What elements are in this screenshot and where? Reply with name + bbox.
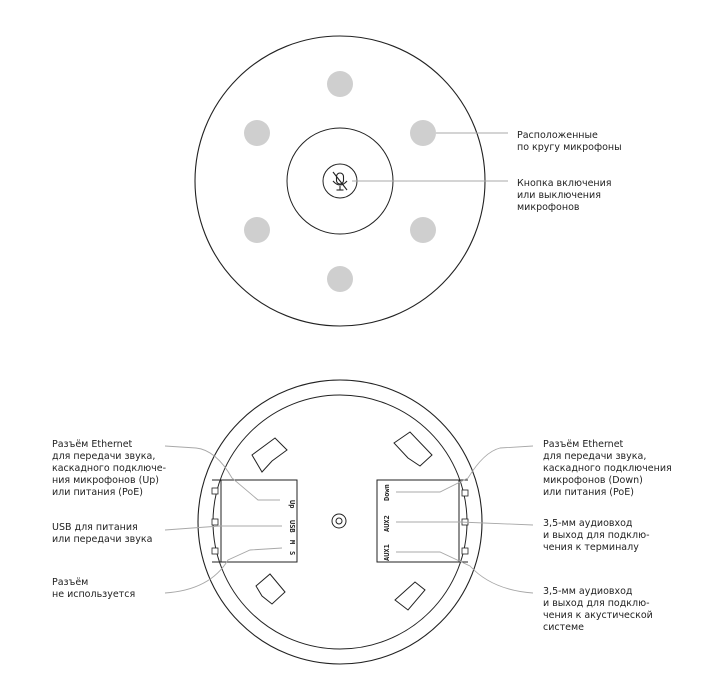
port-label-down: Down [383,484,391,501]
microphone-dot [244,120,270,146]
label-ethernet-down-line3: каскадного подключения [543,463,672,474]
port-label-aux2: AUX2 [383,515,391,532]
label-aux1-line3: чения к акустической [543,610,653,621]
label-mute-line3: микрофонов [517,202,580,213]
port-marker [212,548,218,554]
center-screw [332,514,346,528]
label-mute-line2: или выключения [517,190,601,201]
label-aux2-line3: чения к терминалу [543,542,639,553]
label-ethernet-down-line2: для передачи звука, [543,451,647,462]
port-marker [462,490,468,496]
port-marker [462,548,468,554]
port-marker [212,488,218,494]
bottom-view [52,380,672,664]
label-unused-line2: не используется [52,589,136,600]
label-aux1-line1: 3,5-мм аудиовход [543,586,633,597]
microphone-dot [327,71,353,97]
microphone-dot [410,217,436,243]
label-ethernet-down-line1: Разъём Ethernet [543,439,624,450]
label-unused-line1: Разъём [52,577,89,588]
label-ethernet-up-line1: Разъём Ethernet [52,439,133,450]
microphone-dot [244,217,270,243]
label-aux1-line2: и выход для подклю- [543,598,650,609]
top-view [195,36,622,326]
label-aux2-line2: и выход для подклю- [543,530,650,541]
port-marker [212,519,218,525]
label-ethernet-down-line5: или питания (PoE) [543,487,634,498]
label-aux1-line4: системе [543,622,585,633]
label-ethernet-up-line4: ния микрофонов (Up) [52,475,160,486]
label-usb-line2: или передачи звука [52,534,153,545]
port-label-aux1: AUX1 [383,544,391,561]
port-label-m: M [288,540,296,545]
label-ethernet-down-line4: микрофонов (Down) [543,475,643,486]
port-label-usb: USB [288,520,296,533]
microphone-dot [410,120,436,146]
label-ethernet-up-line3: каскадного подключе- [52,463,167,474]
label-ethernet-up-line2: для передачи звука, [52,451,156,462]
mute-button[interactable] [323,164,357,198]
port-label-s: S [288,551,296,556]
microphone-dot [327,266,353,292]
label-usb-line1: USB для питания [52,522,138,533]
label-mute-line1: Кнопка включения [517,178,612,189]
label-mics-line1: Расположенные [517,130,598,141]
label-ethernet-up-line5: или питания (PoE) [52,487,143,498]
label-mics-line2: по кругу микрофоны [517,142,622,153]
port-label-up: Up [288,500,296,509]
label-aux2-line1: 3,5-мм аудиовход [543,518,633,529]
